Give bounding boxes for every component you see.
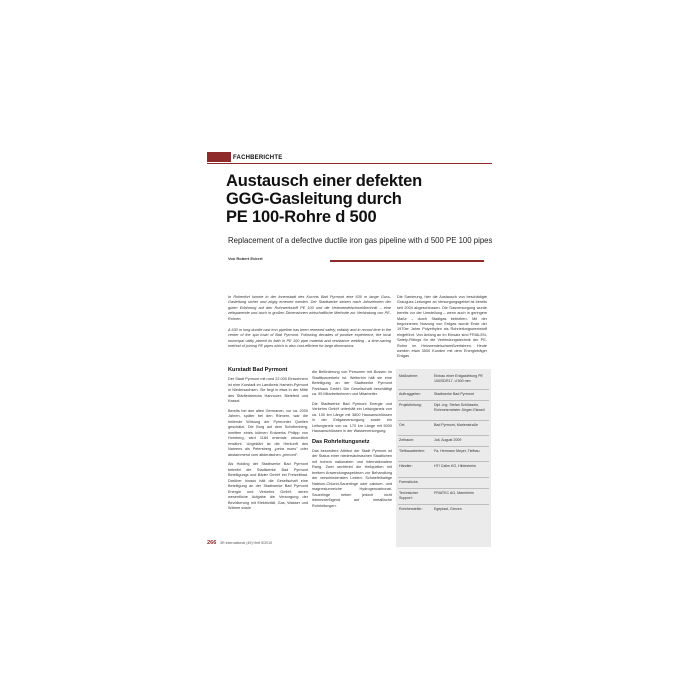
project-info-box [396,369,491,547]
info-value: Egeplast, Greven [434,507,462,511]
author-byline: Von Robert Eckert [228,256,263,261]
info-divider [398,389,489,390]
article-subtitle: Replacement of a defective ductile iron gas pipeline with d 500 PE 100 pipes [228,236,493,245]
title-line: Austausch einer defekten [226,172,423,190]
info-label: Auftraggeber: [399,392,421,396]
info-divider [398,461,489,462]
section-heading: Kurstadt Bad Pyrmont [228,367,288,373]
section-tag [207,153,283,163]
author-rule [330,260,484,262]
info-value: Einbau einer Erdgasleitung PE 100/SDR17, d 500 mm [434,374,483,383]
title-line: PE 100-Rohre d 500 [226,208,377,226]
paragraph: Der Stadt Pyrmont mit rund 22.000 Einwohnern ist eine Kurstadt im Landkreis Hameln-Pyrmont in Niedersachsen. Sie liegt in etwa in der Mitte des Städtedreiecks Hannover, Bielefeld und Kassel. [228,377,308,403]
info-value: Stadtwerke Bad Pyrmont [434,392,474,396]
info-divider [398,420,489,421]
info-divider [398,400,489,401]
section-tag-label: FACHBERICHTE [233,155,283,161]
publication-line: 3R international (49) Heft 5/2010 [220,541,273,545]
paragraph: Die Stadtwerke Bad Pyrmont Energie und Verkehrs GmbH unterhält ein Leitungsnetz von ca. 130 km Länge mit 3800 Hausanschlüssen in der Erdgasversorgung sowie ein Leitungsnetz von ca. 170 km Länge mit 5000 Hausanschlüssen in der Wasserversorgung. [312,401,392,433]
body-column-2 [312,370,392,513]
info-label: Maßnahme: [399,374,419,378]
body-column-1 [228,367,308,516]
info-label: Ort: [399,423,405,427]
info-divider [398,446,489,447]
section-rule [207,163,492,164]
info-value: HTI Callm KG, Hildesheim [434,464,476,468]
info-value: Bad Pyrmont, Marienstraße [434,423,478,427]
info-label: Rohrhersteller: [399,507,423,511]
paragraph: Das besondere Attribut der Stadt Pyrmont ist der Status einer niedersächsischen Staatlichen mit hohem nationalem und internationalem Rang. Zwei sechfrnbt die Heilquellen mit breitem Anwendungsspektrum zur Behandlung der verschiedensten Leiden: Schwefelhaltige Natrium-Chlorid-Sauerlinge oder calcium- und magnesiumreiche Hydrogencarbonat-Sauerlinge neben jedoch nicht lebensverfügend auf metallische Rohrleitungen. [312,448,392,508]
page-number: 266 [207,540,217,546]
info-divider [398,504,489,505]
info-label: Zeitraum: [399,438,415,442]
paragraph: Als Holding der Stadtwerke Bad Pyrmont betreibt die Stadtwerke Bad Pyrmont Beteiligungs und Bäder GmbH ein Freizeitbad. Darüber hinaus hält die Gesellschaft eine Beteiligung an der Stadtwerke Bad Pyrmont Energie und Verkehrs GmbH, deren wesentliche Aufgabe die Versorgung der Bevölkerung mit Elektrizität, Gas, Wasser und Wärme sowie [228,462,308,510]
paragraph: Bereits bei den alten Germanen, vor ca. 2000 Jahren, später bei den Römern, war die heilende Wirkung der Pyrmonter Quellen geschätzt. Die Burg auf dem Schellenberg, inmitten eines kühnen Erdwerks Philipp von Homberg, wird 1184 erstmals urkundlich erwähnt. Ungeklärt ist die Herkunft des Namens als Petersberg „petra mons" oder abstammend vom altdeutschen „pirmont". [228,408,308,457]
section-heading: Das Rohrleitungsnetz [312,438,370,445]
info-label: Projektleitung: [399,403,422,407]
info-value: FRIATEC AG, Mannheim [434,491,474,495]
abstract-english: A 630 m long ductile cast iron pipeline has been renewed safely, reliably and in record time in the center of the spa town of Bad Pyrmont. Following decades of positive experience, the local municipal utility placed its faith in PE 100 pipe material and resistance welding - a time-saving method of joining PE pipes which is also cost-efficient for large dimensions. [228,328,391,349]
abstract [228,295,391,356]
info-divider [398,488,489,489]
paragraph: die Beförderung von Personen mit Bussen im Stadtbusverkehr ist. Weiterhin hält sie eine Beteiligung an der Stadtwerke Pyrmont Parkhaus GmbH. Die Gesellschaft beschäftigt ca. 95 Mitarbeiterinnen und Mitarbeiter. [312,370,392,396]
info-value: Dipl.-Ing. Stefan Schlüsseln, Rohrnetzmeister Jürgen Elsweil [434,403,485,412]
intro-column: Die Sanierung, hier die Austausch von beschädigte Grauguss Leitungen an Versorgungsgebiet ist bereits seit 2004 abgeschlossen. Die Gasversorgung wurde bereits vor der Umstellung – wenn auch in geringem Maße – durch Stadtgas betrieben. Mit der begonnenen Nutzung von Erdgas wurde Ende der 1970er Jahre Polyethylen als Rohrleitungswerkstoff eingeführt. Von Anfang an im Einsatz sind FRIALEN-Safety-Fittings für die Verbindungstechnik der PE-Rohre im Heizwendelschweißverfahren. Heute werden etwa 3500 Kunden mit dem Energieträger Erdgas [397,295,487,359]
info-divider [398,435,489,436]
info-value: Fa. Hermann Meyer, Tiefbau [434,449,480,453]
info-value: Juli, August 2009 [434,438,462,442]
info-label: Technischer Support: [399,491,419,500]
info-divider [398,477,489,478]
abstract-german: In Rokenfort konnte in der Innenstadt des Kurorts Bad Pyrmont eine 630 m lange Guss-Gasleitung sicher und zügig erneuert werden. Der Stadtwerke setzen nach Jahrzehnten der guten Erfahrung auf den Rohrwerkstoff PE 100 und die Heizwendelschweißtechnik – eine zeitsparende und auch in großen Dimensionen wirtschaftliche Methode zur Verbindung von PE-Rohren. [228,295,391,321]
info-label: Formstücke, [399,480,419,484]
info-label: Tiefbauarbeiten: [399,449,425,453]
info-label: Händler: [399,464,413,468]
title-line: GGG-Gasleitung durch [226,190,402,208]
article-title [226,172,496,226]
